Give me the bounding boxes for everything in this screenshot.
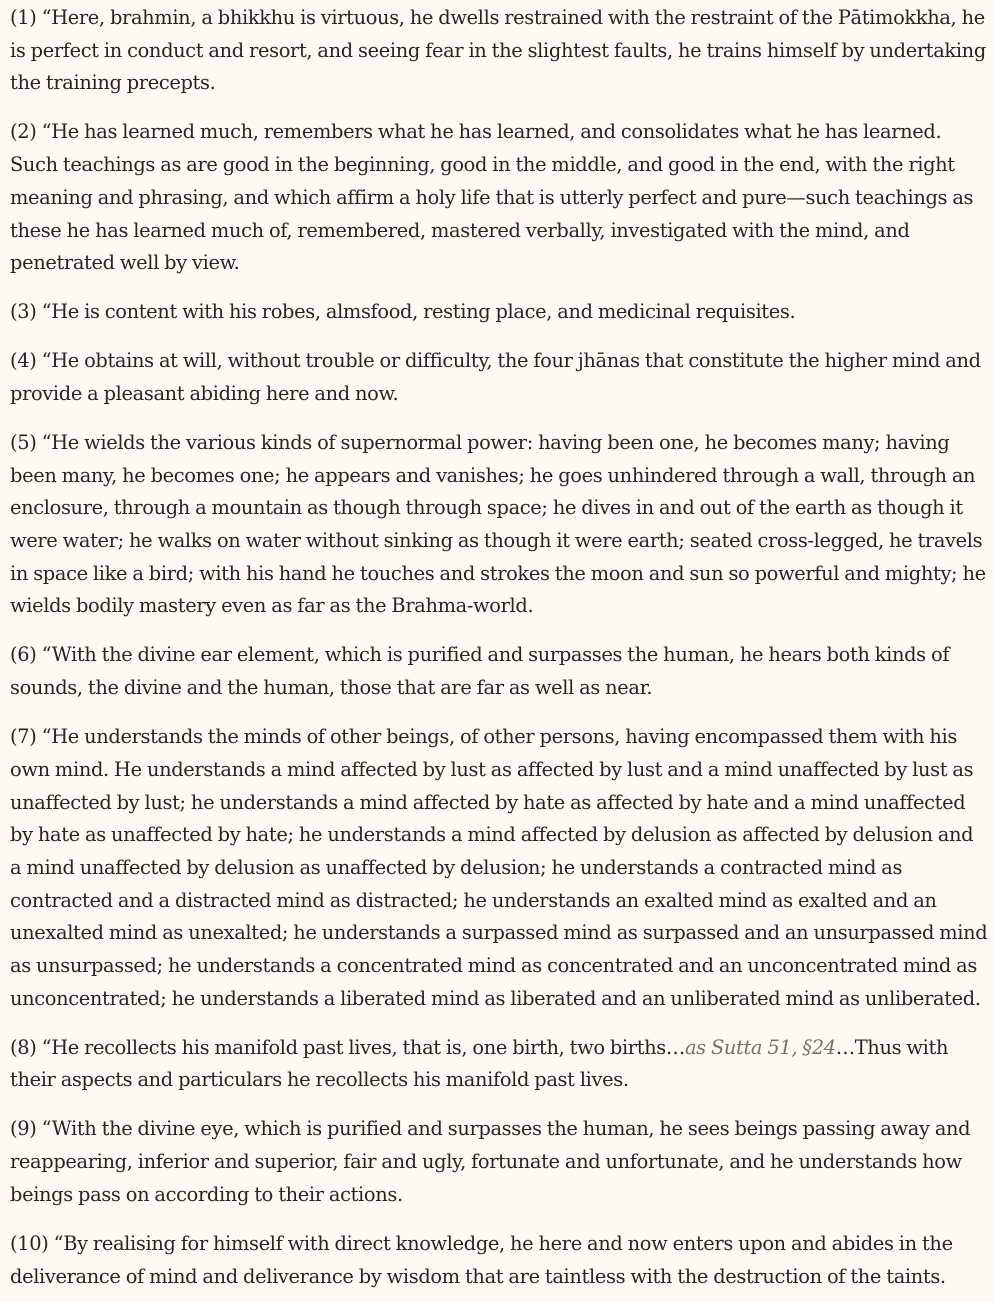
- paragraph-number: (1): [10, 6, 37, 29]
- paragraph-number: (6): [10, 643, 37, 667]
- paragraph-8: [10, 1032, 988, 1097]
- paragraph-text: “He is content with his robes, almsfood, resting place, and medicinal requisites.: [41, 300, 796, 324]
- paragraph-number: (4): [10, 349, 37, 373]
- paragraph-number: (2): [10, 120, 37, 144]
- paragraph-text: “By realising for himself with direct knowledge, he here and now enters upon and abides in the deliverance of mind and deliverance by wisdom that are taintless with the destruction of the taints.: [10, 1231, 953, 1288]
- paragraph-10: [10, 1228, 988, 1293]
- paragraph-3: [10, 296, 988, 329]
- paragraph-number: (3): [10, 300, 37, 324]
- sutta-reference-link[interactable]: as Sutta 51, §24: [684, 1035, 836, 1059]
- paragraph-6: [10, 639, 988, 704]
- paragraph-text: “He wields the various kinds of supernormal power: having been one, he becomes many; having been many, he becomes one; he appears and vanishes; he goes unhindered through a wall, through an enclosure, through a mountain as though through space; he dives in and out of the earth as though it were water; he walks on water without sinking as though it were earth; seated cross-legged, he travels in space like a bird; with his hand he touches and strokes the moon and sun so powerful and mighty; he wields bodily mastery even as far as the Brahma-world.: [10, 430, 986, 618]
- paragraph-2: [10, 116, 988, 280]
- paragraph-number: (10): [10, 1231, 49, 1255]
- paragraph-4: [10, 345, 988, 410]
- paragraph-text: “Here, brahmin, a bhikkhu is virtuous, he dwells restrained with the restraint of the Pātimokkha, he is perfect in conduct and resort, and seeing fear in the slightest faults, he trains himself by undertaking the training precepts.: [10, 6, 986, 95]
- paragraph-text-after: …Thus with their aspects and particulars he recollects his manifold past lives.: [10, 1035, 949, 1092]
- paragraph-7: [10, 721, 988, 1015]
- paragraph-number: (7): [10, 725, 37, 749]
- paragraph-text-before: “He recollects his manifold past lives, that is, one birth, two births…: [41, 1035, 685, 1059]
- paragraph-number: (8): [10, 1035, 37, 1059]
- paragraph-5: [10, 427, 988, 623]
- paragraph-1: [10, 2, 988, 100]
- paragraph-text: “He has learned much, remembers what he has learned, and consolidates what he has learned. Such teachings as are good in the beginning, good in the middle, and good in the end, with the right meaning and phrasing, and which affirm a holy life that is utterly perfect and pure—such teachings as these he has learned much of, remembered, mastered verbally, investigated with the mind, and penetrated well by view.: [10, 120, 974, 275]
- paragraph-text: “He understands the minds of other beings, of other persons, having encompassed them with his own mind. He understands a mind affected by lust as affected by lust and a mind unaffected by lust as unaffected by lust; he understands a mind affected by hate as affected by hate and a mind unaffected by hate as unaffected by hate; he understands a mind affected by delusion as affected by delusion and a mind unaffected by delusion as unaffected by delusion; he understands a contracted mind as contracted and a distracted mind as distracted; he understands an exalted mind as exalted and an unexalted mind as unexalted; he understands a surpassed mind as surpassed and an unsurpassed mind as unsurpassed; he understands a concentrated mind as concentrated and an unconcentrated mind as unconcentrated; he understands a liberated mind as liberated and an unliberated mind as unliberated.: [10, 725, 988, 1010]
- paragraph-number: (9): [10, 1117, 37, 1141]
- paragraph-text: “With the divine ear element, which is purified and surpasses the human, he hears both kinds of sounds, the divine and the human, those that are far as well as near.: [10, 643, 950, 700]
- paragraph-9: [10, 1113, 988, 1211]
- paragraph-number: (5): [10, 430, 37, 454]
- paragraph-text: “He obtains at will, without trouble or difficulty, the four jhānas that constitute the higher mind and provide a pleasant abiding here and now.: [10, 349, 981, 405]
- paragraph-text: “With the divine eye, which is purified and surpasses the human, he sees beings passing away and reappearing, inferior and superior, fair and ugly, fortunate and unfortunate, and he understands how beings pass on according to their actions.: [10, 1117, 971, 1206]
